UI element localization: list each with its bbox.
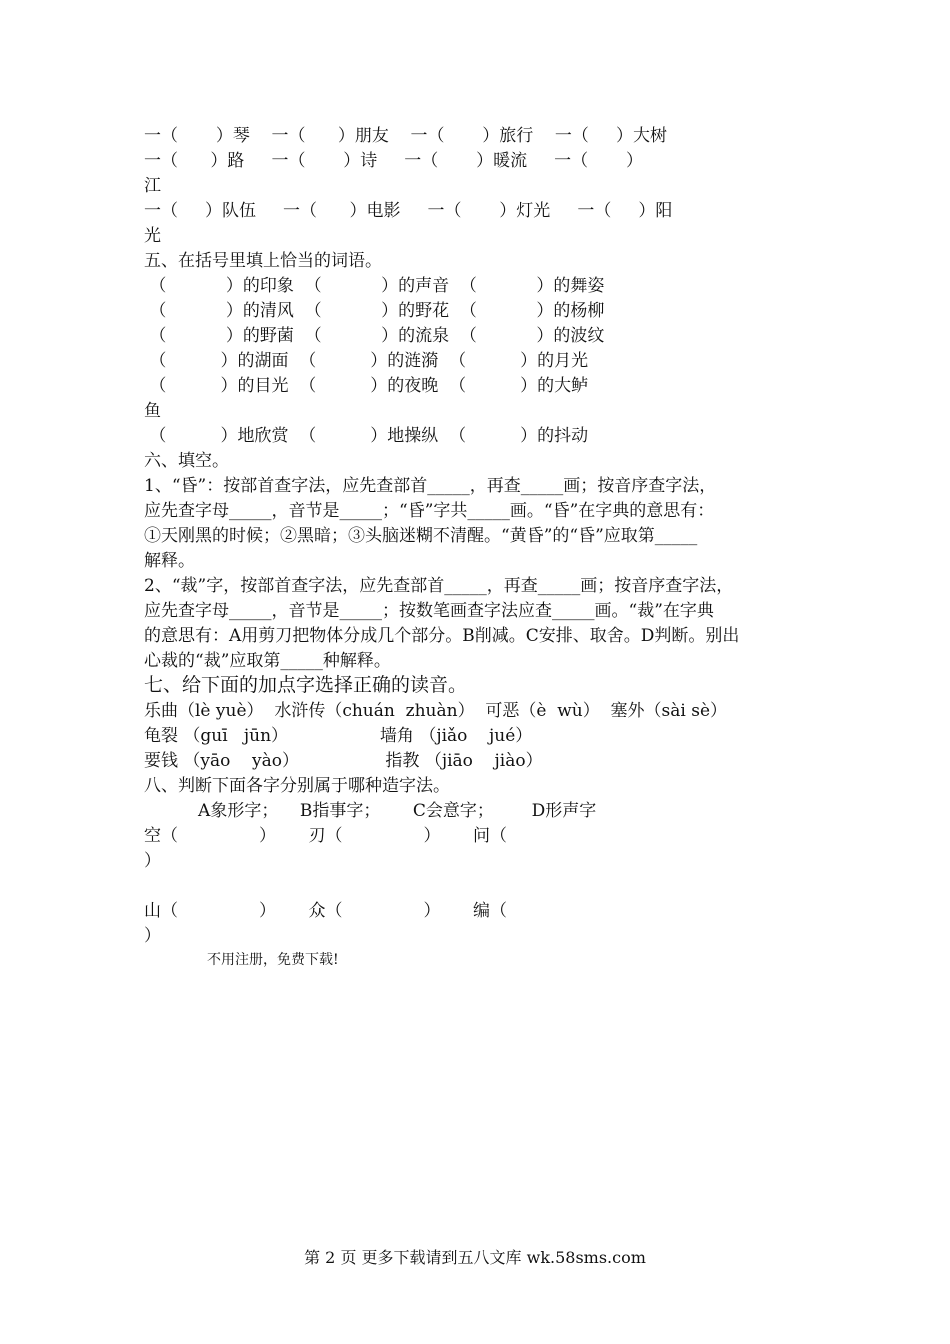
text-line: 乐曲（lè yuè） 水浒传（chuán zhuàn） 可恶（è wù） 塞外（sài sè）	[144, 701, 728, 721]
text-line: 山（ ） 众（ ） 编（	[144, 901, 507, 921]
download-note: 不用注册，免费下载!	[207, 952, 339, 968]
text-line: （ ）地欣赏 （ ）地操纵 （ ）的抖动	[144, 426, 589, 446]
text-line: （ ）的野菌 （ ）的流泉 （ ）的波纹	[144, 326, 605, 346]
text-line: （ ）的清风 （ ）的野花 （ ）的杨柳	[144, 301, 605, 321]
text-line: 鱼	[144, 401, 161, 421]
section-heading: 八、判断下面各字分别属于哪种造字法。	[144, 776, 450, 796]
text-line: 1、“昏”：按部首查字法，应先查部首_____，再查_____画；按音序查字法，	[144, 476, 717, 496]
text-line: （ ）的目光 （ ）的夜晚 （ ）的大鲈	[144, 376, 589, 396]
text-line: ）	[144, 851, 161, 871]
text-line: 龟裂 （guī jūn） 墙角 （jiǎo jué）	[144, 726, 533, 746]
text-line: （ ）的印象 （ ）的声音 （ ）的舞姿	[144, 276, 605, 296]
text-line: 要钱 （yāo yào） 指教 （jiāo jiào）	[144, 751, 543, 771]
text-line: A象形字； B指事字； C会意字； D形声字	[144, 801, 597, 821]
text-line: 应先查字母_____，音节是_____；按数笔画查字法应查_____画。“裁”在字典	[144, 601, 714, 621]
text-line: 空（ ） 刃（ ） 问（	[144, 826, 507, 846]
text-line: 心裁的“裁”应取第_____种解释。	[144, 651, 391, 671]
page-footer: 第 2 页 更多下载请到五八文库 wk.58sms.com	[304, 1248, 646, 1267]
section-heading: 七、给下面的加点字选择正确的读音。	[144, 674, 468, 696]
section-heading: 五、在括号里填上恰当的词语。	[144, 251, 382, 271]
text-line: 光	[144, 226, 161, 246]
text-line: 江	[144, 176, 161, 196]
section-heading: 六、填空。	[144, 451, 229, 471]
text-line: 一（ ）琴 一（ ）朋友 一（ ）旅行 一（ ）大树	[144, 126, 667, 146]
text-line: （ ）的湖面 （ ）的涟漪 （ ）的月光	[144, 351, 589, 371]
text-line: 解释。	[144, 551, 195, 571]
text-line: 2、“裁”字，按部首查字法，应先查部首_____，再查_____画；按音序查字法，	[144, 576, 734, 596]
text-line: 的意思有：A用剪刀把物体分成几个部分。B削减。C安排、取舍。D判断。别出	[144, 626, 740, 646]
text-line: ①天刚黑的时候；②黑暗；③头脑迷糊不清醒。“黄昏”的“昏”应取第_____	[144, 526, 698, 546]
text-line: 一（ ）路 一（ ）诗 一（ ）暖流 一（ ）	[144, 151, 643, 171]
text-line: ）	[144, 926, 161, 946]
text-line: 一（ ）队伍 一（ ）电影 一（ ）灯光 一（ ）阳	[144, 201, 673, 221]
text-line: 应先查字母_____，音节是_____；“昏”字共_____画。“昏”在字典的意思有：	[144, 501, 715, 521]
